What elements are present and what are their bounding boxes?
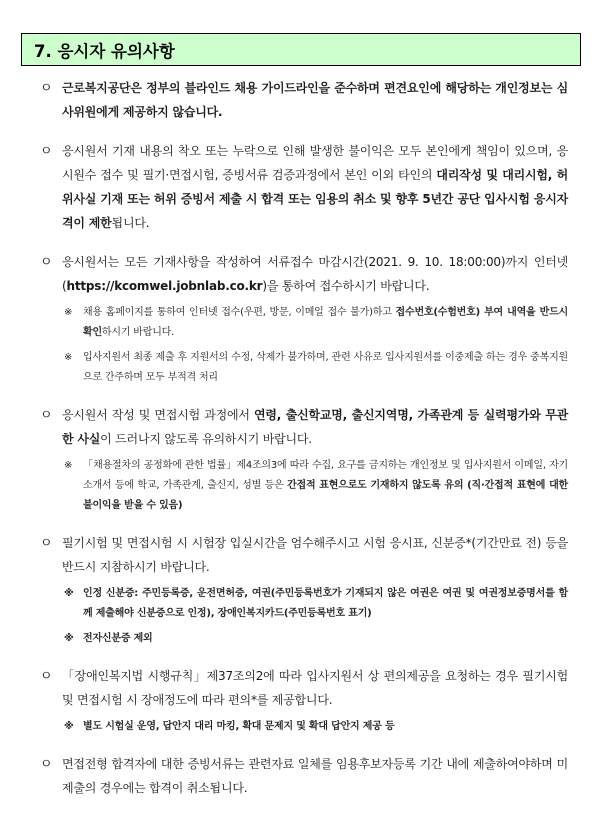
bold-text-segment: 전자신분증 제외: [83, 633, 153, 644]
notice-item: [38, 76, 568, 124]
text-segment: 입사지원서 최종 제출 후 지원서의 수정, 삭제가 불가하며, 관련 사유로 입사지원서를 이중제출 하는 경우 중복지원으로 간주하며 모두 부적격 처리: [83, 352, 568, 383]
section-title-text: 7. 응시자 유의사항: [34, 41, 175, 61]
notice-item: [38, 139, 568, 235]
bold-text-segment: 간접적 표현으로도 기재하지 않도록 유의 (직·간접적 표현에 대한 불이익을 받을 수 있음): [83, 480, 568, 511]
notice-text: [62, 250, 568, 298]
reference-note: [62, 584, 568, 624]
notice-text: [62, 664, 568, 712]
notice-text: [62, 76, 568, 124]
notice-text: [62, 531, 568, 579]
circle-bullet-icon: ㅇ: [40, 255, 53, 270]
reference-note: [62, 456, 568, 516]
reference-note: [62, 348, 568, 388]
text-segment: )을 통하여 접수하시기 바랍니다.: [262, 279, 430, 293]
circle-bullet-icon: ㅇ: [40, 536, 53, 551]
text-segment: 「장애인복지법 시행규칙」제37조의2에 따라 입사지원서 상 편의제공을 요청하는 경우 필기시험 및 면접시험 시 장애정도에 따라 편의*를 제공합니다.: [62, 669, 568, 707]
text-segment: 면접전형 합격자에 대한 증빙서류는 관련자료 일체를 임용후보자등록 기간 내에 제출하여야하며 미제출의 경우에는 합격이 취소됩니다.: [62, 757, 568, 795]
reference-mark-icon: ※: [64, 352, 73, 363]
bold-text-segment: 접수번호(수험번호) 부여 내역을 반드시 확인: [83, 307, 568, 338]
text-segment: 이 드러나지 않도록 유의하시기 바랍니다.: [100, 432, 312, 446]
notice-text: [62, 139, 568, 235]
reference-note: [62, 717, 568, 737]
bold-text-segment: https://kcomwel.jobnlab.co.kr: [66, 279, 263, 293]
text-segment: 응시원서는 모든 기재사항을 작성하여 서류접수 마감시간(2021. 9. 10. 18:00:00)까지 인터넷(: [62, 255, 568, 293]
notice-text: [62, 403, 568, 451]
text-segment: 채용 홈페이지를 통하여 인터넷 접수(우편, 방문, 이메일 접수 불가)하고: [83, 307, 396, 318]
bold-text-segment: 별도 시험실 운영, 답안지 대리 마킹, 확대 문제지 및 확대 답안지 제공 등: [83, 721, 395, 732]
bold-text-segment: 근로복지공단은 정부의 블라인드 채용 가이드라인을 준수하며 편견요인에 해당하는 개인정보는 심사위원에게 제공하지 않습니다.: [62, 81, 568, 119]
text-segment: 응시원서 기재 내용의 착오 또는 누락으로 인해 발생한 불이익은 모두 본인에게 책임이 있으며, 응시원수 접수 및 필기·면접시험, 증빙서류 검증과정에서 본인 이외 타인의: [62, 144, 568, 182]
notice-item: [38, 403, 568, 516]
reference-note: [62, 629, 568, 649]
notice-text: [62, 752, 568, 800]
reference-mark-icon: ※: [64, 307, 73, 318]
bold-text-segment: 대리작성 및 대리시험, 허위사실 기재 또는 허위 증빙서 제출 시 합격 또는 임용의 취소 및 향후 5년간 공단 입사시험 응시자격이 제한: [62, 168, 568, 230]
reference-mark-icon: ※: [64, 588, 74, 599]
notice-item: [38, 664, 568, 737]
reference-mark-icon: ※: [64, 460, 73, 471]
circle-bullet-icon: ㅇ: [40, 757, 53, 772]
reference-note: [62, 303, 568, 343]
circle-bullet-icon: ㅇ: [40, 144, 53, 159]
notice-item: [38, 531, 568, 649]
text-segment: 필기시험 및 면접시험 시 시험장 입실시간을 엄수해주시고 시험 응시표, 신분증*(기간만료 전) 등을 반드시 지참하시기 바랍니다.: [62, 536, 568, 574]
circle-bullet-icon: ㅇ: [40, 81, 53, 96]
circle-bullet-icon: ㅇ: [40, 669, 53, 684]
text-segment: 하시기 바랍니다.: [101, 327, 175, 338]
notice-item: [38, 752, 568, 800]
bold-text-segment: 인정 신분증: 주민등록증, 운전면허증, 여권(주민등록번호가 기재되지 않은 여권은 여권 및 여권정보증명서를 함께 제출해야 신분증으로 인정), 장애인복지카드(주민등록번호 표기): [83, 588, 568, 619]
text-segment: 「채용절차의 공정화에 관한 법률」제4조의3에 따라 수집, 요구를 금지하는 개인정보 및 입사지원서 이메일, 자기소개서 등에 학교, 가족관계, 출신지, 성별 등은: [83, 460, 568, 491]
bold-text-segment: 연령, 출신학교명, 출신지역명, 가족관계 등 실력평가와 무관한 사실: [62, 408, 568, 446]
notice-item: [38, 250, 568, 388]
circle-bullet-icon: ㅇ: [40, 408, 53, 423]
text-segment: 응시원서 작성 및 면접시험 과정에서: [62, 408, 254, 422]
reference-mark-icon: ※: [64, 633, 74, 644]
reference-mark-icon: ※: [64, 721, 74, 732]
section-title: [21, 33, 581, 66]
notice-list: [38, 76, 568, 815]
text-segment: 됩니다.: [111, 216, 150, 230]
